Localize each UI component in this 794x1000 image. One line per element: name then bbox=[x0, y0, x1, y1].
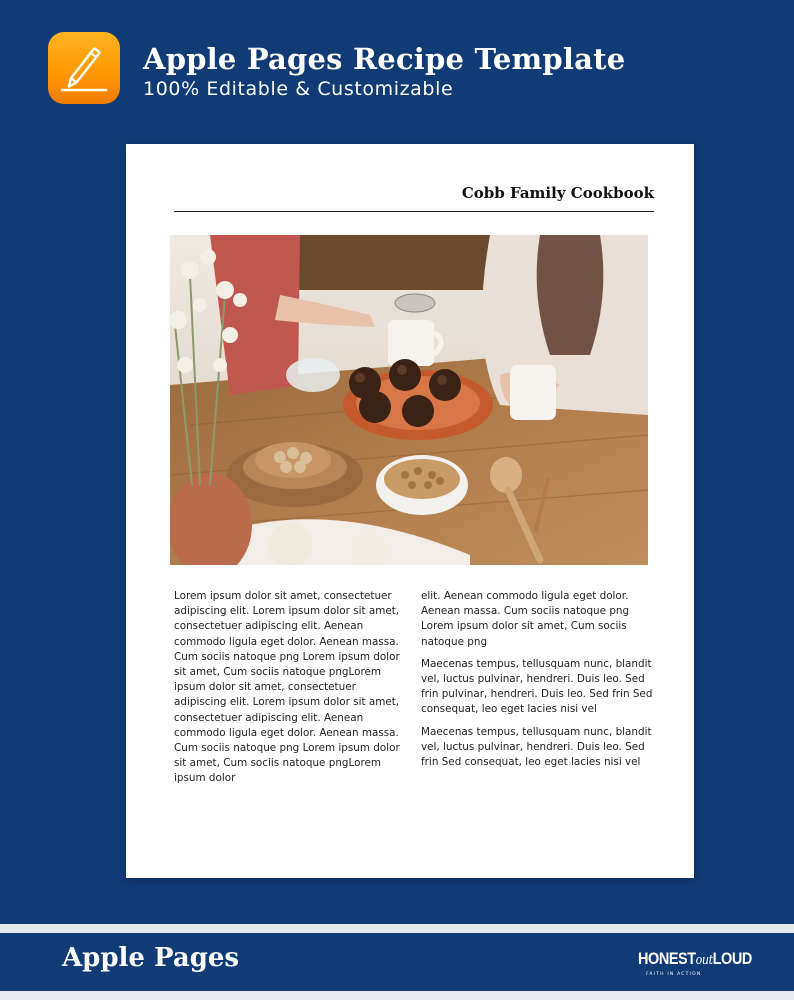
logo-word-loud: LOUD bbox=[712, 949, 752, 968]
recipe-photo[interactable] bbox=[170, 235, 648, 565]
title-divider bbox=[174, 211, 654, 212]
footer bbox=[0, 933, 794, 991]
footer-divider-stripe bbox=[0, 924, 794, 933]
logo-word-out: out bbox=[695, 953, 713, 968]
honest-out-loud-logo bbox=[638, 945, 752, 985]
logo-wordmark bbox=[638, 949, 752, 969]
footer-title: Apple Pages bbox=[62, 943, 240, 973]
left-text-column[interactable] bbox=[174, 589, 402, 794]
right-paragraph: elit. Aenean commodo ligula eget dolor. Aenean massa. Cum sociis natoque png Lorem ipsum dolor sit amet, Cum sociis natoque png bbox=[421, 590, 630, 648]
baking-table-photo bbox=[170, 235, 648, 565]
header-title: Apple Pages Recipe Template bbox=[143, 42, 626, 76]
right-paragraph: Maecenas tempus, tellusquam nunc, blandit vel, luctus pulvinar, hendreri. Duis leo. Sed frin Sed consequat, leo eget lacies nisi vel bbox=[421, 725, 652, 769]
cookbook-title[interactable]: Cobb Family Cookbook bbox=[461, 184, 654, 202]
right-text-column[interactable] bbox=[421, 589, 653, 777]
document-page bbox=[126, 144, 694, 878]
left-paragraph: Lorem ipsum dolor sit amet, consectetuer adipiscing elit. Lorem ipsum dolor sit amet, consectetuer adipiscing elit. Aenean commodo ligula eget dolor. Aenean massa. Cum sociis natoque png Lorem ipsum dolor sit amet, Cum sociis natoque pngLorem ipsum dolor sit amet, consectetuer adipiscing elit. Lorem ipsum dolor sit amet, consectetuer adipiscing elit. Aenean commodo ligula eget dolor. Aenean massa. Cum sociis natoque png Lorem ipsum dolor sit amet, Cum sociis natoque pngLorem ipsum dolor bbox=[174, 590, 400, 785]
right-paragraph: Maecenas tempus, tellusquam nunc, blandit vel, luctus pulvinar, hendreri. Duis leo. Sed frin pulvinar, hendreri. Duis leo. Sed frin Sed consequat, leo eget lacies nisi vel bbox=[421, 657, 653, 716]
pencil-icon bbox=[48, 32, 120, 104]
pages-app-icon bbox=[48, 32, 120, 104]
header-subtitle: 100% Editable & Customizable bbox=[143, 78, 454, 100]
bottom-stripe bbox=[0, 991, 794, 1000]
logo-word-honest: HONEST bbox=[638, 949, 696, 968]
header bbox=[0, 0, 794, 130]
logo-tagline: FAITH IN ACTION bbox=[646, 972, 702, 977]
